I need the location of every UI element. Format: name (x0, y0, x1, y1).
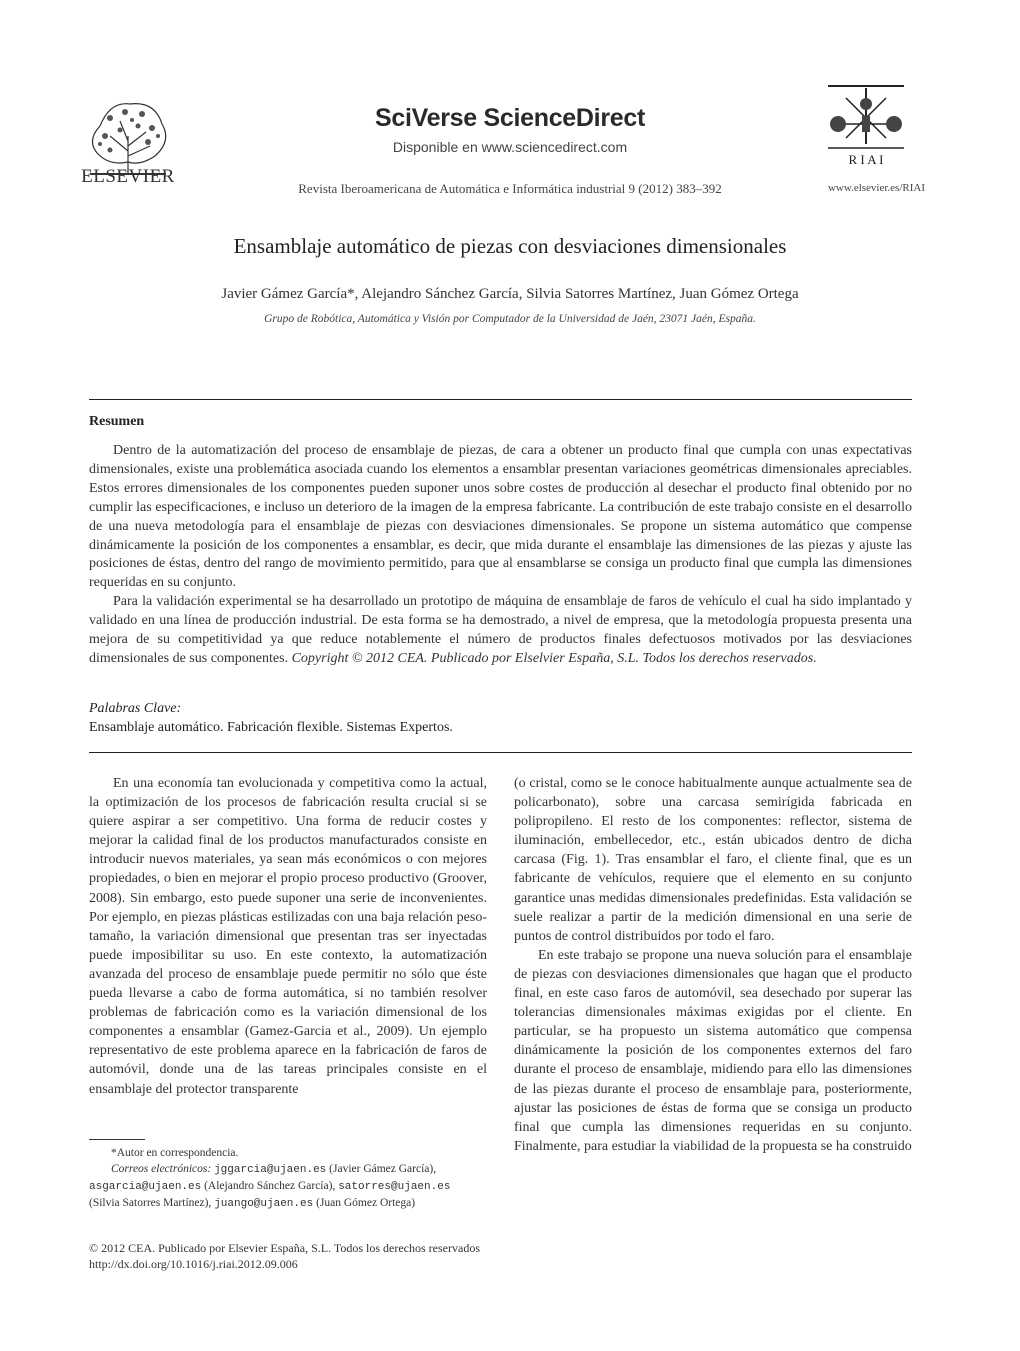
email-owner: (Juan Gómez Ortega) (316, 1197, 416, 1209)
abstract-paragraph-1: Dentro de la automatización del proceso de ensamblaje de piezas, de cara a obtener un producto final que cumpla con unas expectativas dimensionales, existe una problemática asociada cuando los elementos a ensamblar presentan variaciones geométricas dimensionales apreciables. Estos errores dimensionales de los componentes pueden suponer unos sobre costes de producción al desechar el producto final obtenido por no cumplir las especificaciones, e incluso un deterioro de la imagen de la empresa fabricante. La contribución de este trabajo consiste en el desarrollo de una nueva metodología para el ensamblaje de piezas con desviaciones dimensionales. Se propone un sistema automático que compense dinámicamente la posición de los componentes a ensamblar, es decir, que mida durante el ensamblaje las dimensiones de las piezas y ajuste las posiciones de éstas, dentro del rango de movimiento permitido, para que al ensamblarse se consiga un producto final que cumpla las dimensiones requeridas en su conjunto. (89, 443, 912, 591)
email-link[interactable]: juango@ujaen.es (214, 1198, 314, 1210)
email-owner: (Javier Gámez García), (329, 1163, 437, 1175)
journal-citation: Revista Iberoamericana de Automática e Informática industrial 9 (2012) 383–392 (298, 181, 722, 196)
sciverse-brand[interactable]: SciVerse ScienceDirect (375, 104, 645, 132)
doi-link[interactable]: http://dx.doi.org/10.1016/j.riai.2012.09.006 (89, 1257, 298, 1271)
email-line-2 (89, 1178, 487, 1195)
abstract-bottom-rule (89, 752, 912, 753)
page-footer (89, 1240, 480, 1272)
abstract-copyright: Copyright © 2012 CEA. Publicado por Elselvier España, S.L. Todos los derechos reservados. (291, 650, 817, 666)
emails-label: Correos electrónicos: (111, 1163, 212, 1175)
abstract-paragraph-2-text: Para la validación experimental se ha desarrollado un prototipo de máquina de ensamblaje de faros de vehículo el cual ha sido implantado y validado en una línea de producción industrial. De esta forma se ha demostrado, a nivel de empresa, que la metodología propuesta presenta una mejora de su competitividad ya que reduce notablemente el número de productos finales defectuosos motivados por las desviaciones dimensionales de sus componentes. (89, 594, 912, 666)
correspondence-note: *Autor en correspondencia. (111, 1147, 239, 1159)
email-owner: (Alejandro Sánchez García), (204, 1180, 336, 1192)
abstract-heading: Resumen (89, 414, 145, 429)
email-link[interactable]: jggarcia@ujaen.es (214, 1164, 327, 1176)
riai-logo (822, 84, 910, 170)
email-link[interactable]: asgarcia@ujaen.es (89, 1181, 202, 1193)
keywords: Ensamblaje automático. Fabricación flexible. Sistemas Expertos. (89, 720, 453, 735)
riai-url-link[interactable]: www.elsevier.es/RIAI (827, 182, 925, 194)
copyright-notice: © 2012 CEA. Publicado por Elsevier España, S.L. Todos los derechos reservados (89, 1241, 480, 1255)
abstract-body (89, 442, 912, 669)
email-owner: (Silvia Satorres Martínez), (89, 1197, 212, 1209)
body-column-left (89, 774, 487, 1099)
email-line-3 (89, 1195, 487, 1212)
email-line-1 (89, 1161, 487, 1178)
abstract-paragraph-2 (89, 593, 912, 669)
availability-link[interactable]: Disponible en www.sciencedirect.com (392, 139, 628, 155)
publisher-wordmark: ELSEVIER (81, 166, 175, 187)
body-paragraph: (o cristal, como se le conoce habitualmente aunque actualmente sea de policarbonato), sobre una carcasa semirígida fabricada en polipropileno. El resto de los componentes: reflector, sistema de iluminación, embellecedor, etc., están ubicados dentro de dicha carcasa (Fig. 1). Tras ensamblar el faro, el cliente final, que es un fabricante de vehículos, requiere que el elemento en su conjunto garantice unas medidas dimensionales predefinidas. Esta validación se suele realizar a partir de la medición dimensional en una serie de puntos de control distribuidos por todo el faro. (514, 776, 912, 944)
abstract-top-rule (89, 399, 912, 400)
affiliation: Grupo de Robótica, Automática y Visión por Computador de la Universidad de Jaén, 23071 Jaén, España. (264, 313, 756, 325)
author-list: Javier Gámez García*, Alejandro Sánchez García, Silvia Satorres Martínez, Juan Gómez Ortega (221, 286, 799, 302)
body-paragraph: En una economía tan evolucionada y competitiva como la actual, la optimización de los procesos de fabricación resulta crucial si se quiere aspirar a ser competitivo. Una forma de reducir costes y mejorar la calidad final de los productos manufacturados consiste en introducir nuevos materiales, ya sean más económicos o con mejores propiedades, o bien en mejorar el propio proceso productivo (Groover, 2008). Sin embargo, esto puede suponer una serie de inconvenientes. Por ejemplo, en piezas plásticas estilizadas con una baja relación peso-tamaño, la variación dimensional que presentan tras ser inyectadas puede imposibilitar su uso. En este contexto, la automatización avanzada del proceso de ensamblaje puede permitir no sólo que éste pueda llevarse a cabo de forma automática, si no también resolver problemas de fabricación como es la variación dimensional de los componentes a ensamblar (Gamez-Garcia et al., 2009). Un ejemplo representativo de este problema aparece en la fabricación de faros de automóvil, donde una de las tareas principales consiste en el ensamblaje del protector transparente (89, 776, 487, 1097)
keywords-heading: Palabras Clave: (89, 701, 182, 716)
footnote (89, 1145, 487, 1212)
riai-label: R I A I (848, 152, 884, 167)
body-column-right (514, 774, 912, 1156)
footnote-rule (89, 1139, 145, 1140)
body-paragraph: En este trabajo se propone una nueva solución para el ensamblaje de piezas con desviaciones dimensionales que hagan que el producto final, en este caso faros de automóvil, sea desechado por superar las tolerancias dimensionales máximas exigidas por el cliente. En particular, se ha propuesto un sistema automático que compensa dinámicamente la posición de los componentes externos del faro durante el proceso de ensamblaje, midiendo para ello las dimensiones de las piezas durante el proceso de ensamblaje para, posteriormente, ajustar las posiciones de éstas de forma que se consiga un producto final que cumpla las dimensiones requeridas en su conjunto. Finalmente, para estudiar la viabilidad de la propuesta se ha construido (514, 947, 912, 1154)
article-title: Ensamblaje automático de piezas con desviaciones dimensionales (233, 234, 787, 258)
email-link[interactable]: satorres@ujaen.es (338, 1181, 451, 1193)
